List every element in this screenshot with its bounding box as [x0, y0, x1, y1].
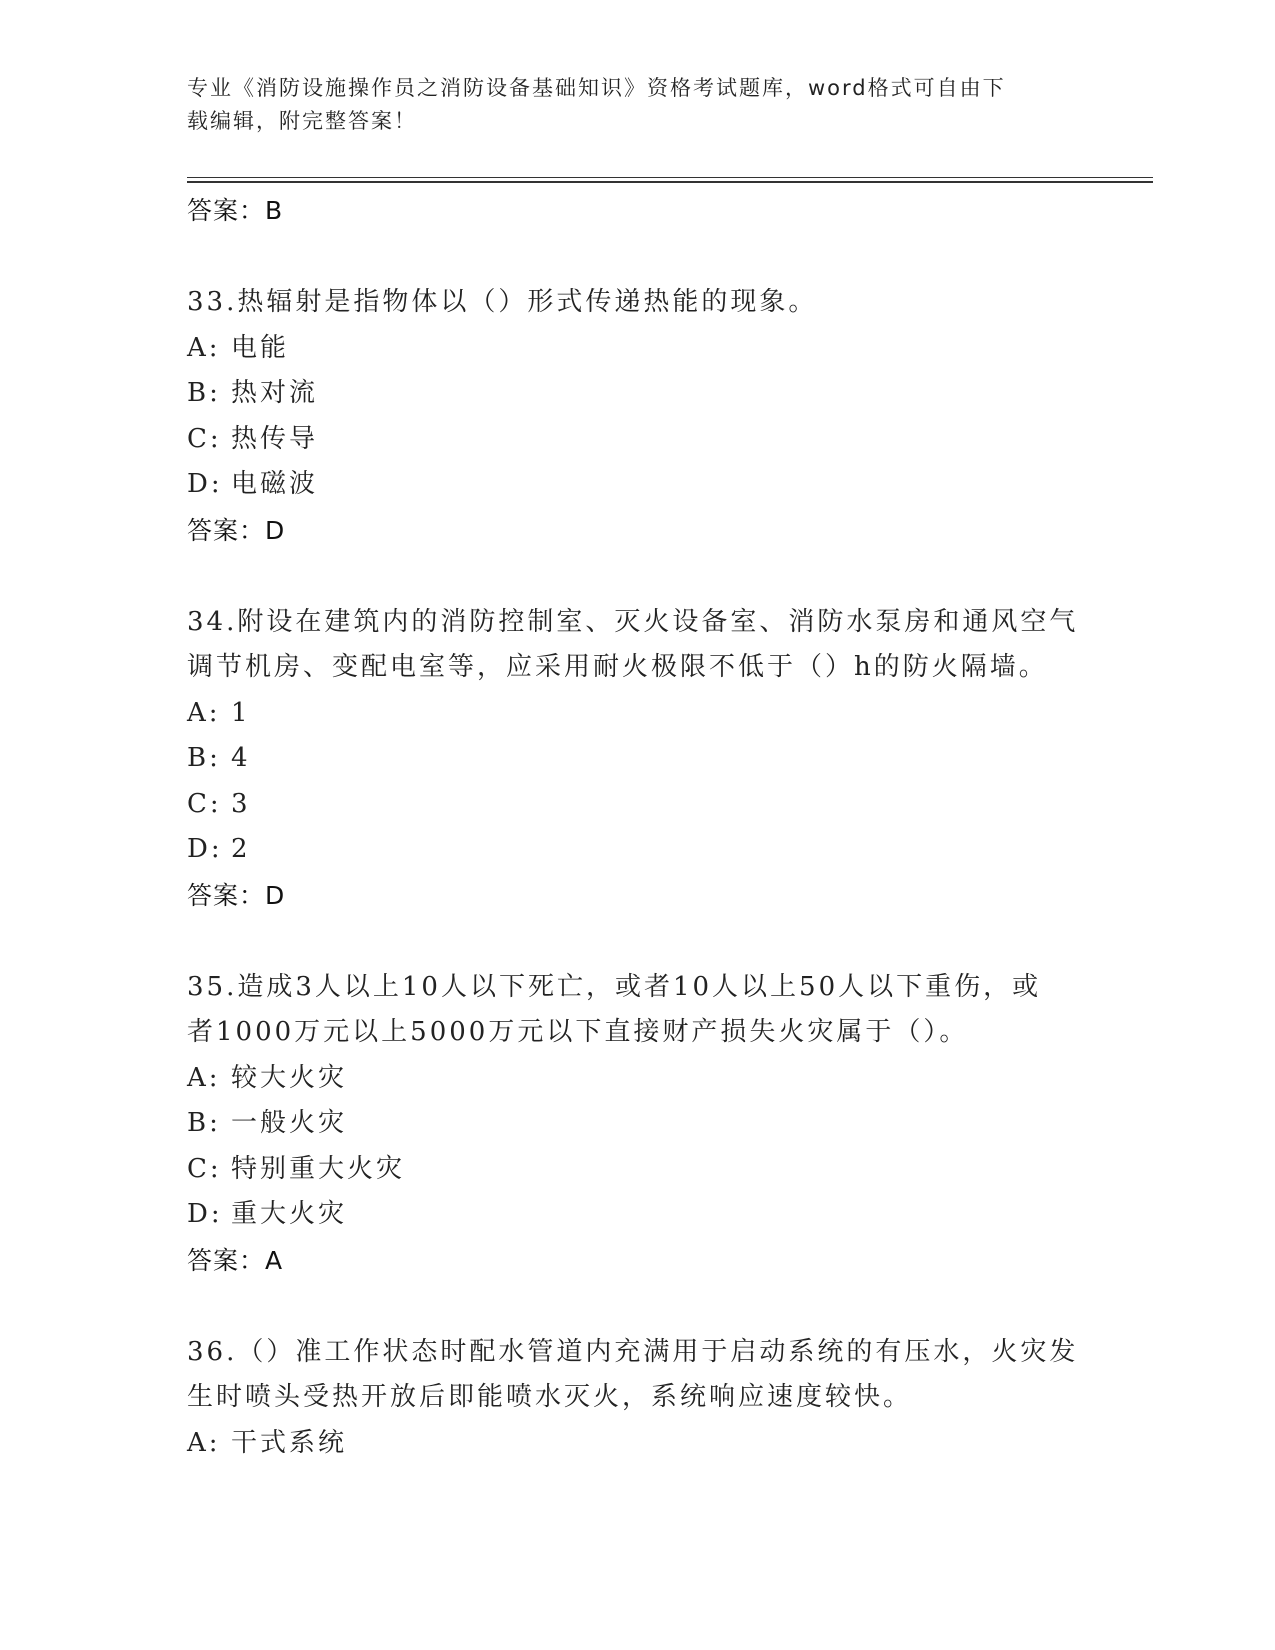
question-block — [187, 1330, 1087, 1467]
answer-line: 答案：A — [187, 1245, 284, 1275]
option-letter: D: — [187, 1199, 223, 1229]
spacer — [187, 553, 1087, 600]
option-a — [187, 1056, 1087, 1102]
question-block — [187, 280, 1087, 553]
option-c — [187, 417, 1087, 463]
option-d — [187, 827, 1087, 873]
header-divider-thick — [187, 181, 1153, 183]
option-text: 一般火灾 — [231, 1108, 348, 1138]
option-d — [187, 1192, 1087, 1238]
option-d — [187, 462, 1087, 508]
option-letter: D: — [187, 469, 223, 499]
option-letter: C: — [187, 1153, 222, 1184]
option-text: 热传导 — [231, 423, 319, 454]
option-letter: C: — [187, 423, 222, 454]
option-letter: A: — [187, 332, 221, 363]
question-stem-line: 调节机房、变配电室等，应采用耐火极限不低于（）h的防火隔墙。 — [187, 652, 1048, 682]
option-text: 电能 — [231, 332, 290, 363]
question-stem-line: 者1000万元以上5000万元以下直接财产损失火灾属于（）。 — [187, 1017, 969, 1047]
option-text: 电磁波 — [231, 469, 319, 499]
spacer — [187, 1283, 1087, 1330]
header-divider-thin — [187, 177, 1153, 178]
option-text: 1 — [231, 697, 251, 728]
question-stem — [187, 965, 1087, 1056]
option-b — [187, 371, 1087, 417]
option-text: 热对流 — [231, 378, 319, 408]
option-c — [187, 782, 1087, 828]
question-list — [187, 188, 1087, 1466]
question-block — [187, 600, 1087, 918]
question-stem-line: 35.造成3人以上10人以下死亡，或者10人以上50人以下重伤，或 — [187, 971, 1042, 1002]
header-line-2: 载编辑，附完整答案！ — [187, 109, 417, 133]
option-letter: A: — [187, 1062, 221, 1093]
option-letter: B: — [187, 378, 221, 408]
answer-line: 答案：D — [187, 515, 286, 545]
option-letter: C: — [187, 788, 222, 819]
option-text: 4 — [231, 743, 251, 773]
option-letter: D: — [187, 834, 223, 864]
option-text: 2 — [231, 834, 251, 864]
document-header — [187, 72, 1067, 138]
answer-line: 答案：B — [187, 196, 284, 225]
option-text: 特别重大火灾 — [231, 1153, 406, 1184]
header-line-1: 专业《消防设施操作员之消防设备基础知识》资格考试题库，word格式可自由下 — [187, 76, 1006, 100]
option-c — [187, 1147, 1087, 1193]
option-a — [187, 326, 1087, 372]
option-letter: A: — [187, 697, 221, 728]
spacer — [187, 233, 1087, 280]
option-text: 较大火灾 — [231, 1062, 348, 1093]
option-text: 干式系统 — [231, 1427, 348, 1458]
question-block — [187, 965, 1087, 1283]
question-stem — [187, 1330, 1087, 1421]
question-stem-line: 生时喷头受热开放后即能喷水灭火，系统响应速度较快。 — [187, 1382, 913, 1412]
option-a — [187, 691, 1087, 737]
spacer — [187, 918, 1087, 965]
option-letter: A: — [187, 1427, 221, 1458]
option-letter: B: — [187, 1108, 221, 1138]
option-a — [187, 1421, 1087, 1467]
question-stem-line: 33.热辐射是指物体以（）形式传递热能的现象。 — [187, 287, 818, 317]
answer-line: 答案：D — [187, 880, 286, 910]
option-text: 重大火灾 — [231, 1199, 348, 1229]
question-stem — [187, 600, 1087, 691]
option-b — [187, 1101, 1087, 1147]
question-stem-line: 34.附设在建筑内的消防控制室、灭火设备室、消防水泵房和通风空气 — [187, 606, 1079, 637]
option-text: 3 — [231, 788, 251, 819]
question-stem — [187, 280, 1087, 326]
question-stem-line: 36.（）准工作状态时配水管道内充满用于启动系统的有压水，火灾发 — [187, 1336, 1079, 1367]
option-letter: B: — [187, 743, 221, 773]
option-b — [187, 736, 1087, 782]
